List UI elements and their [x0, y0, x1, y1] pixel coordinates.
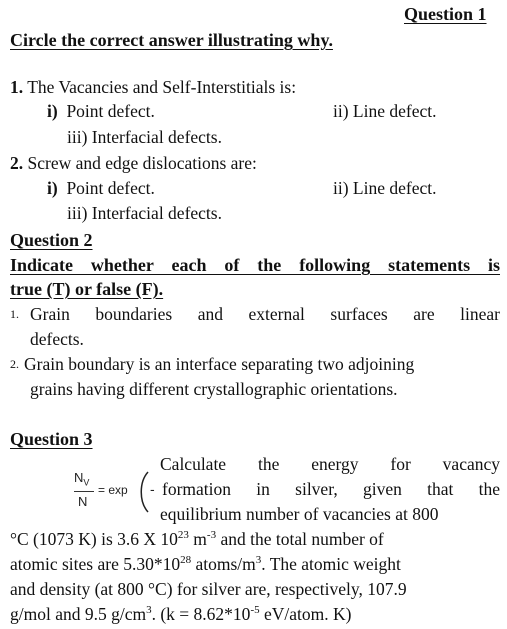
option-number: i) [47, 101, 58, 121]
q1-item2-option-ii[interactable]: ii) Line defect. [333, 178, 437, 198]
formula-minus: - [150, 481, 155, 497]
option-text: Point defect. [66, 101, 155, 121]
q3-line5: atomic sites are $5.30*10^{28}$ atoms/$m^3$. The atomic weight [10, 554, 401, 574]
question1-label: Question 1 [404, 4, 487, 24]
formula-denominator: N [78, 494, 88, 509]
q3-line2: formation in silver, given that the [162, 479, 500, 499]
q1-item1-option-iii[interactable]: iii) Interfacial defects. [67, 127, 222, 147]
q2-instruction-line2: true (T) or false (F). [10, 279, 164, 299]
question2-label: Question 2 [10, 230, 93, 250]
fraction-bar [74, 491, 94, 492]
q1-item1-number: 1. [10, 77, 24, 97]
q1-item2 [10, 152, 257, 174]
formula-exp: = exp [98, 483, 128, 497]
option-number: i) [47, 178, 58, 198]
q1-item1-stem: The Vacancies and Self-Interstitials is: [27, 77, 297, 97]
q3-line7: g/mol and 9.5 $g/cm^3$. ($k = 8.62*10^{-5}$ eV/atom. K) [10, 604, 352, 624]
q1-item2-option-i[interactable] [47, 177, 155, 199]
q3-line1: Calculate the energy for vacancy [160, 454, 500, 474]
q1-item1-option-ii[interactable]: ii) Line defect. [333, 101, 437, 121]
q1-item2-number: 2. [10, 153, 24, 173]
q1-item1-option-i[interactable] [47, 100, 155, 122]
q2-statement1-line2: defects. [30, 329, 84, 349]
q1-item2-stem: Screw and edge dislocations are: [27, 153, 257, 173]
q2-statement2-line2: grains having different crystallographic orientations. [30, 379, 398, 399]
option-text: Point defect. [66, 178, 155, 198]
vacancy-formula [74, 470, 160, 522]
open-paren-icon [137, 470, 151, 514]
q2-statement2-line1[interactable]: Grain boundary is an interface separating two adjoining [24, 354, 415, 374]
q3-line6: and density (at 800 °C) for silver are, respectively, 107.9 [10, 579, 407, 599]
formula-numerator: $N_V$ [74, 470, 90, 488]
q1-item1 [10, 76, 296, 98]
q1-item2-option-iii[interactable]: iii) Interfacial defects. [67, 203, 222, 223]
question3-label: Question 3 [10, 429, 93, 449]
q2-instruction-line1: Indicate whether each of the following statements is [10, 255, 500, 275]
q2-statement1-number: 1. [10, 307, 19, 321]
q2-statement2-number: 2. [10, 357, 19, 371]
q3-line3: equilibrium number of vacancies at 800 [160, 504, 439, 524]
instruction-circle: Circle the correct answer illustrating why. [10, 30, 333, 50]
q3-line4: °C (1073 K) is 3.6 X $10^{23}$ $m^{-3}$ and the total number of [10, 529, 384, 549]
q2-statement1-line1[interactable]: Grain boundaries and external surfaces are linear [30, 304, 500, 324]
